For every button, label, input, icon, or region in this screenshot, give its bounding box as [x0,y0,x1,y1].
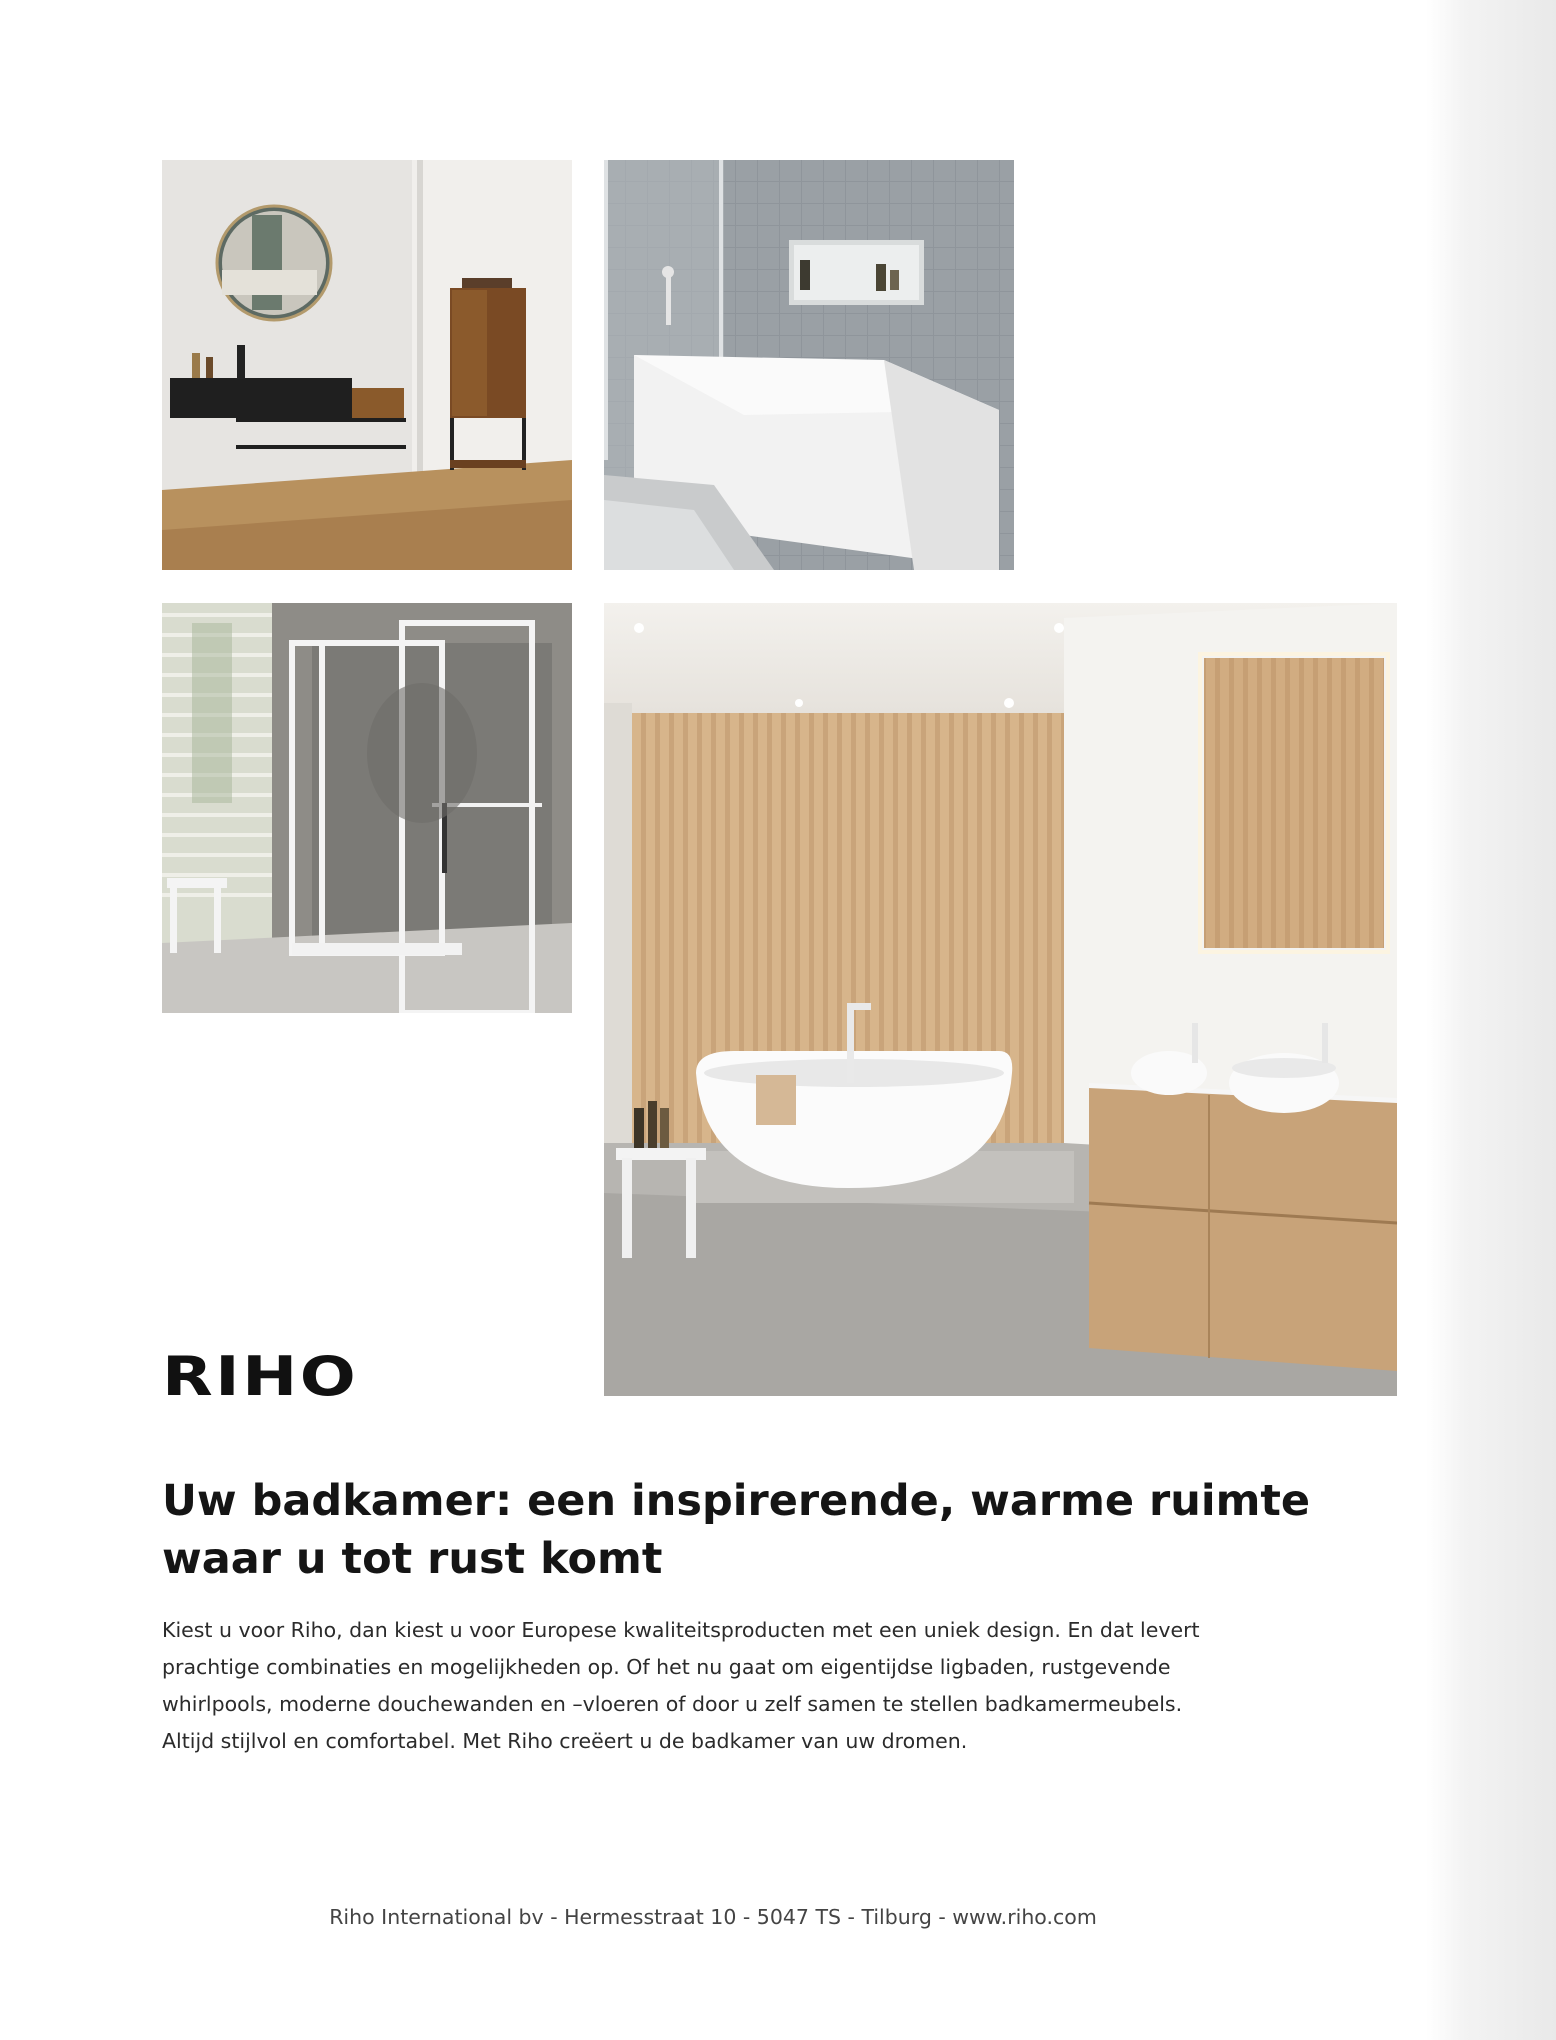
photo-walk-in-shower [162,603,572,1013]
body-line: prachtige combinaties en mogelijkheden op. Of het nu gaat om eigentijdse ligbaden, rustgevende [162,1655,1171,1679]
body-line: whirlpools, moderne douchewanden en –vloeren of door u zelf samen te stellen badkamermeubels. [162,1692,1183,1716]
photo-freestanding-bath [604,603,1397,1396]
page-headline [162,1472,1362,1588]
photo-bathtub-grey-tiles [604,160,1014,570]
footer-address: Riho International bv - Hermesstraat 10 - 5047 TS - Tilburg - www.riho.com [329,1905,1097,1929]
headline-line-1: Uw badkamer: een inspirerende, warme ruimte [162,1476,1311,1526]
page-edge-shadow [1426,0,1556,2040]
body-line: Altijd stijlvol en comfortabel. Met Riho creëert u de badkamer van uw dromen. [162,1729,968,1753]
intro-paragraph [162,1612,1377,1760]
body-line: Kiest u voor Riho, dan kiest u voor Europese kwaliteitsproducten met een uniek design. En dat levert [162,1618,1200,1642]
headline-line-2: waar u tot rust komt [162,1534,663,1584]
photo-vanity-mirror [162,160,572,570]
brand-logo: RIHO [162,1345,359,1408]
